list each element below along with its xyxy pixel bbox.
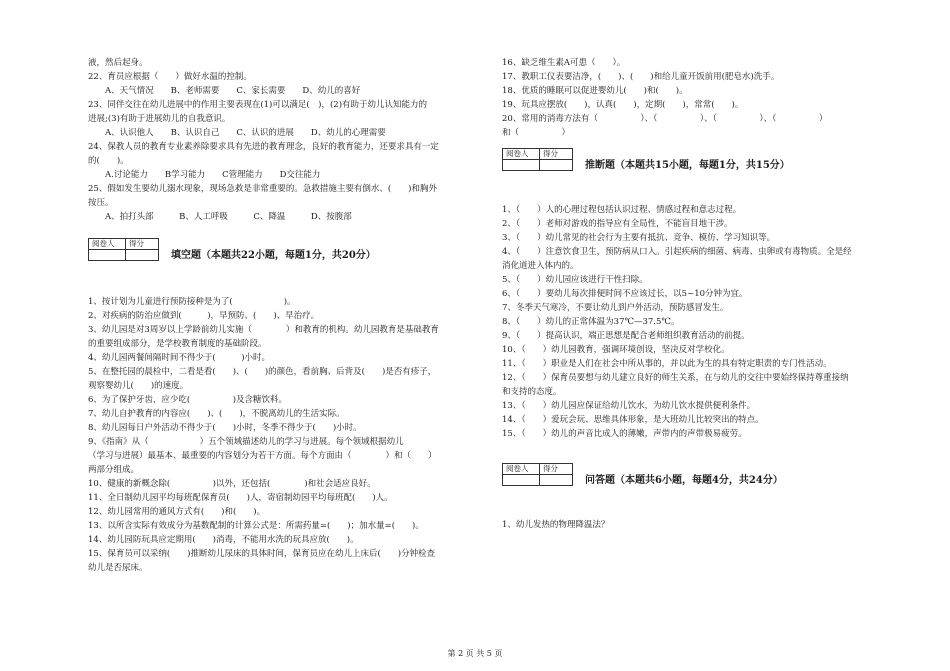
qa-section-title: 问答题（本题共6小题，每题4分，共24分） [585, 475, 783, 486]
text-line: 19、玩具应摆放( )，认真( )，定期( )，常常( )。 [502, 100, 744, 110]
text-line: 5、（ ）幼儿园应该进行干性扫除。 [502, 275, 648, 285]
text-line: 和支持的态度。 [502, 387, 562, 397]
text-line: 2、对疾病的防治应做到( )，早预防、( )、早治疗。 [88, 311, 320, 321]
text-line: 11、（ ）职业是人们在社会中所从事的，并以此为生的具有特定职责的专门性活动。 [502, 359, 832, 369]
text-line: 1、按计划为儿童进行预防接种是为了( )。 [88, 297, 296, 307]
judge-section-title: 推断题（本题共15小题，每题1分，共15分） [585, 160, 790, 171]
text-line: 6、为了保护牙齿，应少吃( )及含糖饮料。 [88, 395, 288, 405]
left-column [88, 56, 493, 575]
text-line: 20、常用的消毒方法有（ ）、（ ）、（ ）、（ ） [502, 114, 828, 124]
qa-section [502, 463, 907, 532]
text-line: 15、保育员可以采纳( )推断幼儿尿床的具体时间，保育员应在幼儿上床后( )分钟检查 [88, 549, 436, 559]
text-line: 9、（ ）提高认识，端正思想是配合老师组织教育活动的前提。 [502, 331, 750, 341]
text-line: 按压。 [88, 198, 114, 208]
judge-section-header [502, 148, 907, 171]
text-line: 12、幼儿园常用的通风方式有( )和( )。 [88, 507, 266, 517]
qa-questions [502, 518, 907, 532]
text-line: 14、（ ）爱玩会玩、思维具体形象，是大班幼儿比较突出的特点。 [502, 415, 764, 425]
text-line: 23、同伴交往在幼儿进展中的作用主要表现在(1)可以满足( )，(2)有助于幼儿认知能力的 [88, 100, 428, 110]
score-box-reviewer-cell [503, 160, 540, 171]
text-line: 3、幼儿园是对3周岁以上学龄前幼儿实施（ ）和教育的机构。幼儿园教育是基础教育 [88, 325, 439, 335]
text-line: 2、（ ）老师对游戏的指导应有全局性，不能盲目地干涉。 [502, 219, 733, 229]
text-line: 9、《指南》从（ ）五个领域描述幼儿的学习与进展。每个领域根据幼儿 [88, 437, 404, 447]
fill-section [88, 238, 493, 575]
text-line: 14、幼儿园防玩具应定期用( )消毒，不能用水洗的玩具应放( )。 [88, 535, 359, 545]
score-box-reviewer-cell [89, 250, 126, 261]
text-line: 的重要组成部分，是学校教育制度的基础阶段。 [88, 339, 267, 349]
text-line: 16、缺乏维生素A可患（ ）。 [502, 58, 626, 68]
score-box [88, 238, 159, 261]
text-line: 5、在整托园的晨检中，二看是看( )、( )的颜色，看前胸、后背及( )是否有疹子， [88, 367, 437, 377]
fill-section-header [88, 238, 493, 261]
right-column [502, 56, 907, 532]
text-line: 11、全日制幼儿园平均每班配保育员( )人，寄宿制幼园平均每班配( )人。 [88, 493, 393, 503]
text-line: （学习与进展）最基本、最重要的内容划分为若干方面。每个方面由（ ）和（ ） [88, 451, 437, 461]
text-line: 7、冬季天气寒冷，不要让幼儿到户外活动，预防感冒发生。 [502, 303, 729, 313]
text-line: 4、（ ）注意饮食卫生，预防病从口入。引起疾病的细菌、病毒、虫卵或有毒物质。全是经 [502, 247, 852, 257]
text-line: 观察婴幼儿( )的速度。 [88, 381, 189, 391]
fill-section-title: 填空题（本题共22小题，每题1分，共20分） [171, 250, 376, 261]
text-line: 6、（ ）要幼儿每次排便时间不应该过长，以5~10分钟为宜。 [502, 289, 748, 299]
score-box-score-label: 得分 [540, 464, 573, 475]
text-line: 24、保教人员的教育专业素养除要求具有先进的教育理念，良好的教育能力，还要求具有一定 [88, 142, 439, 152]
score-box-score-label: 得分 [126, 239, 159, 250]
page-number: 第 2 页 共 5 页 [447, 649, 503, 658]
score-box-score-cell [540, 160, 573, 171]
text-line: 液，然后起身。 [88, 58, 148, 68]
score-box [502, 463, 573, 486]
text-line: 1、幼儿发热的物理降温法？ [502, 520, 610, 530]
fill-questions-continued [502, 56, 907, 140]
text-line: 12、（ ）保育员要想与幼儿建立良好的师生关系，在与幼儿的交往中要始终保持尊重接纳 [502, 373, 849, 383]
score-box-score-cell [540, 475, 573, 486]
text-line: 3、（ ）幼儿常见的社会行为主要有抵抗、竞争、模仿、学习知识等。 [502, 233, 776, 243]
text-line: 8、（ ）幼儿的正常体温为37℃—37.5℃。 [502, 317, 680, 327]
score-box-reviewer-label: 阅卷人 [89, 239, 126, 250]
score-box-reviewer-label: 阅卷人 [503, 149, 540, 160]
judge-questions [502, 203, 907, 441]
score-box-reviewer-label: 阅卷人 [503, 464, 540, 475]
text-line: A、天气情况 B、老师需要 C、家长需要 D、幼儿的喜好 [88, 86, 361, 96]
text-line: 25、假如发生要幼儿溺水现象，现场急救是非常重要的。急救措施主要有倒水、( )和胸外 [88, 184, 437, 194]
text-line: 13、（ ）幼儿园应保证给幼儿饮水，为幼儿饮水提供便利条件。 [502, 401, 756, 411]
text-line: 22、育员应根据（ ）做好水温的控制。 [88, 72, 252, 82]
text-line: 的( )。 [88, 156, 129, 166]
text-line: 两部分组成。 [88, 465, 140, 475]
text-line: 4、幼儿园两餐间隔时间不得少于( )小时。 [88, 353, 271, 363]
text-line: 7、幼儿自护教育的内容应( )、( )，不脱离幼儿的生活实际。 [88, 409, 345, 419]
fill-questions [88, 295, 493, 575]
judge-section [502, 148, 907, 441]
text-line: A、认识他人 B、认识自己 C、认识的进展 D、幼儿的心理需要 [88, 128, 386, 138]
text-line: 18、优质的睡眠可以促进婴幼儿( )和( )。 [502, 86, 688, 96]
text-line: 15、（ ）幼儿的声音比成人的薄嫩，声带内的声带极易疲劳。 [502, 429, 747, 439]
choice-questions-continued [88, 56, 493, 224]
text-line: A、拍打头部 B、人工呼吸 C、降温 D、按腹部 [88, 212, 352, 222]
score-box [502, 148, 573, 171]
text-line: 17、教职工仪表要洁净，( )、( )和给儿童开饭前用(肥皂水)洗手。 [502, 72, 780, 82]
text-line: 10、（ ）幼儿园教育，强调环境创设，坚决反对学校化。 [502, 345, 730, 355]
text-line: 1、（ ）人的心理过程包括认识过程、情感过程和意志过程。 [502, 205, 742, 215]
score-box-reviewer-cell [503, 475, 540, 486]
text-line: 和（ ） [502, 128, 571, 138]
text-line: A.讨论能力 B学习能力 C管理能力 D交往能力 [88, 170, 321, 180]
text-line: 10、健康的新概念除( )以外，还包括( )和社会适应良好。 [88, 479, 376, 489]
score-box-score-label: 得分 [540, 149, 573, 160]
score-box-score-cell [126, 250, 159, 261]
text-line: 进展;(3)有助于进展幼儿的自我意识。 [88, 114, 231, 124]
text-line: 8、幼儿园每日户外活动不得少于( )小时，冬季不得少于( )小时。 [88, 423, 362, 433]
text-line: 消化道进入体内的。 [502, 261, 579, 271]
text-line: 幼儿是否尿床。 [88, 563, 148, 573]
qa-section-header [502, 463, 907, 486]
text-line: 13、以所含实际有效成分为基数配制的计算公式是：所需药量=( )；加水量=( )。 [88, 521, 424, 531]
